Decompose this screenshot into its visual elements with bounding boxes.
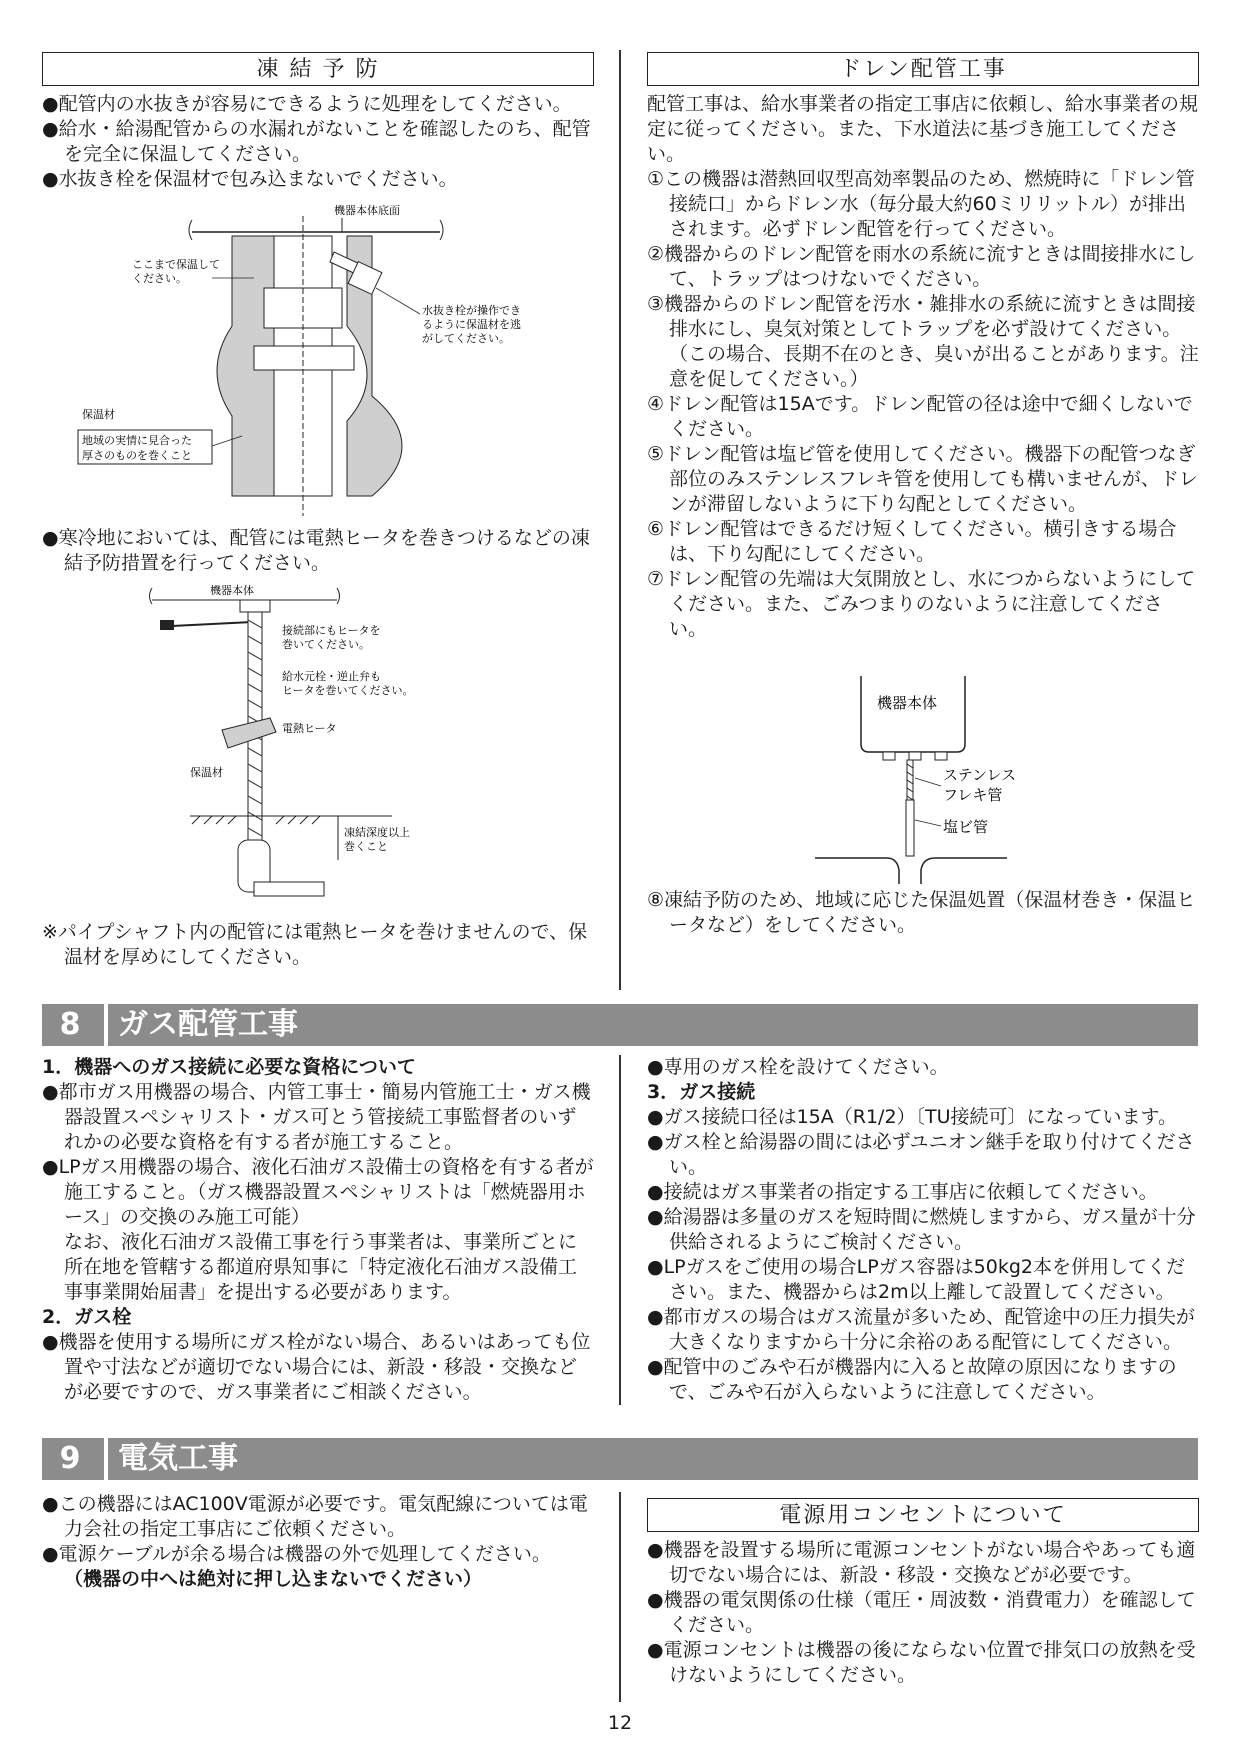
fig1-label-box1: 地域の実情に見合った xyxy=(82,434,192,447)
fig1-label-here2: ください。 xyxy=(132,272,187,285)
elec-heading-band xyxy=(42,1438,1198,1480)
fig2-label-joint2: 巻いてください。 xyxy=(282,638,370,651)
divider-elec xyxy=(619,1492,621,1702)
drain-item-4: ④ドレン配管は15Aです。ドレン配管の径は途中で細くしないでください。 xyxy=(647,393,1193,440)
fig2-label-joint1: 接続部にもヒータを xyxy=(282,624,381,637)
drain-item-3-note: （この場合、長期不在のとき、臭いが出ることがあります。注意を促してください。） xyxy=(669,343,1199,390)
gas-sec3-item-4: ●給湯器は多量のガスを短時間に燃焼しますから、ガス量が十分供給されるようにご検討ください。 xyxy=(647,1206,1196,1253)
drain-intro: 配管工事は、給水事業者の指定工事店に依頼し、給水事業者の規定に従ってください。また、下水道法に基づき施工してください。 xyxy=(647,93,1199,165)
outlet-item-2: ●機器の電気関係の仕様（電圧・周波数・消費電力）を確認してください。 xyxy=(647,1589,1196,1636)
elec-left xyxy=(42,1492,594,1592)
outlet-section xyxy=(647,1498,1199,1688)
elec-bold-note: （機器の中へは絶対に押し込まないでください） xyxy=(64,1568,483,1590)
freeze-item-1: ●配管内の水抜きが容易にできるように処理をしてください。 xyxy=(42,93,572,115)
gas-sec3-item-5: ●LPガスをご使用の場合LPガス容器は50kg2本を併用してください。また、機器からは2m以上離して設置してください。 xyxy=(647,1256,1185,1303)
freeze-note: ※パイプシャフト内の配管には電熱ヒータを巻けませんので、保温材を厚めにしてください。 xyxy=(42,921,588,968)
fig2-label-valve2: ヒータを巻いてください。 xyxy=(282,684,414,697)
fig1-label-drain1: 水抜き栓が操作でき xyxy=(422,304,521,317)
gas-section-title: ガス配管工事 xyxy=(104,1004,298,1046)
page-number: 12 xyxy=(607,1712,633,1734)
gas-sec3-item-6: ●都市ガスの場合はガス流量が多いため、配管途中の圧力損失が大きくなりますから十分に余裕のある配管にしてください。 xyxy=(647,1306,1195,1353)
outlet-item-3: ●電源コンセントは機器の後にならない位置で排気口の放熱を受けないようにしてください。 xyxy=(647,1639,1196,1686)
fig1-label-drain2: るように保温材を逃 xyxy=(422,318,521,331)
cold-item: ●寒冷地においては、配管には電熱ヒータを巻きつけるなどの凍結予防措置を行ってください。 xyxy=(42,527,590,574)
gas-sec3-item-1: ●ガス接続口径は15A（R1/2）〔TU接続可〕になっています。 xyxy=(647,1106,1178,1128)
fig2-label-depth2: 巻くこと xyxy=(344,840,388,853)
elec-item-2: ●電源ケーブルが余る場合は機器の外で処理してください。 xyxy=(42,1543,551,1565)
freeze-item-3: ●水抜き栓を保温材で包み込まないでください。 xyxy=(42,168,458,190)
drain-fig-label-pvc: 塩ビ管 xyxy=(943,818,989,836)
gas-section-number: 8 xyxy=(59,1007,81,1042)
outlet-item-1: ●機器を設置する場所に電源コンセントがない場合やあっても適切でない場合には、新設・移設・交換などが必要です。 xyxy=(647,1539,1196,1586)
drain-title: ドレン配管工事 xyxy=(647,52,1199,86)
drain-fig-label-unit: 機器本体 xyxy=(877,694,938,712)
fig2-label-unit: 機器本体 xyxy=(210,584,254,597)
freeze-figure-1 xyxy=(42,196,594,526)
gas-left xyxy=(42,1055,594,1405)
drain-item-2: ②機器からのドレン配管を雨水の系統に流すときは間接排水にして、トラップはつけないでください。 xyxy=(647,243,1196,290)
gas-sec3-item-2: ●ガス栓と給湯器の間には必ずユニオン継手を取り付けてください。 xyxy=(647,1131,1195,1178)
drain-item-8: ⑧凍結予防のため、地域に応じた保温処置（保温材巻き・保温ヒータなど）をしてください。 xyxy=(647,889,1196,936)
freeze-title: 凍 結 予 防 xyxy=(42,52,594,86)
outlet-title: 電源用コンセントについて xyxy=(647,1498,1199,1532)
drain-item-7: ⑦ドレン配管の先端は大気開放とし、水につからないようにしてください。また、ごみつまりのないように注意してください。 xyxy=(647,568,1196,640)
gas-heading-band xyxy=(42,1004,1198,1046)
drain-section xyxy=(647,52,1199,938)
fig2-label-heater: 電熱ヒータ xyxy=(282,722,337,735)
elec-section-number: 9 xyxy=(59,1441,81,1476)
drain-fig-label-flex1: ステンレス xyxy=(943,766,1017,784)
fig1-label-box2: 厚さのものを巻くこと xyxy=(82,449,192,462)
freeze-section xyxy=(42,52,594,970)
elec-item-1: ●この機器にはAC100V電源が必要です。電気配線については電力会社の指定工事店にご依頼ください。 xyxy=(42,1493,588,1540)
gas-sec1-title: 1．機器へのガス接続に必要な資格について xyxy=(42,1056,416,1078)
drain-item-5: ⑤ドレン配管は塩ビ管を使用してください。機器下の配管つなぎ部位のみステンレスフレキ管を使用しても構いませんが、ドレンが滞留しないように下り勾配としてください。 xyxy=(647,443,1198,515)
gas-right xyxy=(647,1055,1199,1405)
drain-figure xyxy=(647,648,1199,888)
drain-fig-label-flex2: フレキ管 xyxy=(943,786,1003,804)
gas-sec2-item-1: ●機器を使用する場所にガス栓がない場合、あるいはあっても位置や寸法などが適切でない場合には、新設・移設・交換などが必要ですので、ガス事業者にご相談ください。 xyxy=(42,1331,591,1403)
gas-sec1-note: なお、液化石油ガス設備工事を行う事業者は、事業所ごとに所在地を管轄する都道府県知事に「特定液化石油ガス設備工事事業開始届書」を提出する必要があります。 xyxy=(64,1231,578,1303)
gas-sec2-title: 2．ガス栓 xyxy=(42,1306,132,1328)
divider-upper xyxy=(619,50,621,990)
drain-item-3: ③機器からのドレン配管を汚水・雑排水の系統に流すときは間接排水にし、臭気対策としてトラップを必ず設けてください。 xyxy=(647,293,1196,340)
fig2-label-depth1: 凍結深度以上 xyxy=(344,826,410,839)
elec-section-title: 電気工事 xyxy=(104,1438,238,1480)
drain-item-1: ①この機器は潜熱回収型高効率製品のため、燃焼時に「ドレン管接続口」からドレン水（毎分最大約60ミリリットル）が排出されます。必ずドレン配管を行ってください。 xyxy=(647,168,1195,240)
gas-sec1-item-2: ●LPガス用機器の場合、液化石油ガス設備士の資格を有する者が施工すること。（ガス機器設置スペシャリストは「燃焼器用ホース」の交換のみ施工可能） xyxy=(42,1156,594,1228)
fig1-label-drain3: がしてください。 xyxy=(422,332,510,345)
fig2-label-insul: 保温材 xyxy=(190,766,223,779)
gas-sec2-item-2: ●専用のガス栓を設けてください。 xyxy=(647,1056,949,1078)
gas-sec3-title: 3．ガス接続 xyxy=(647,1081,756,1103)
drain-item-6: ⑥ドレン配管はできるだけ短くしてください。横引きする場合は、下り勾配にしてください。 xyxy=(647,518,1177,565)
fig2-label-valve1: 給水元栓・逆止弁も xyxy=(282,670,381,683)
gas-sec1-item-1: ●都市ガス用機器の場合、内管工事士・簡易内管施工士・ガス機器設置スペシャリスト・ガス可とう管接続工事監督者のいずれかの必要な資格を有する者が施工すること。 xyxy=(42,1081,591,1153)
fig1-label-bottom: 機器本体底面 xyxy=(334,204,400,217)
gas-sec3-item-7: ●配管中のごみや石が機器内に入ると故障の原因になりますので、ごみや石が入らないように注意してください。 xyxy=(647,1356,1177,1403)
divider-gas xyxy=(619,1055,621,1405)
gas-sec3-item-3: ●接続はガス事業者の指定する工事店に依頼してください。 xyxy=(647,1181,1158,1203)
fig1-label-here1: ここまで保温して xyxy=(132,258,220,271)
freeze-figure-2 xyxy=(42,580,594,920)
freeze-item-2: ●給水・給湯配管からの水漏れがないことを確認したのち、配管を完全に保温してください。 xyxy=(42,118,591,165)
fig1-label-insul: 保温材 xyxy=(82,408,115,421)
